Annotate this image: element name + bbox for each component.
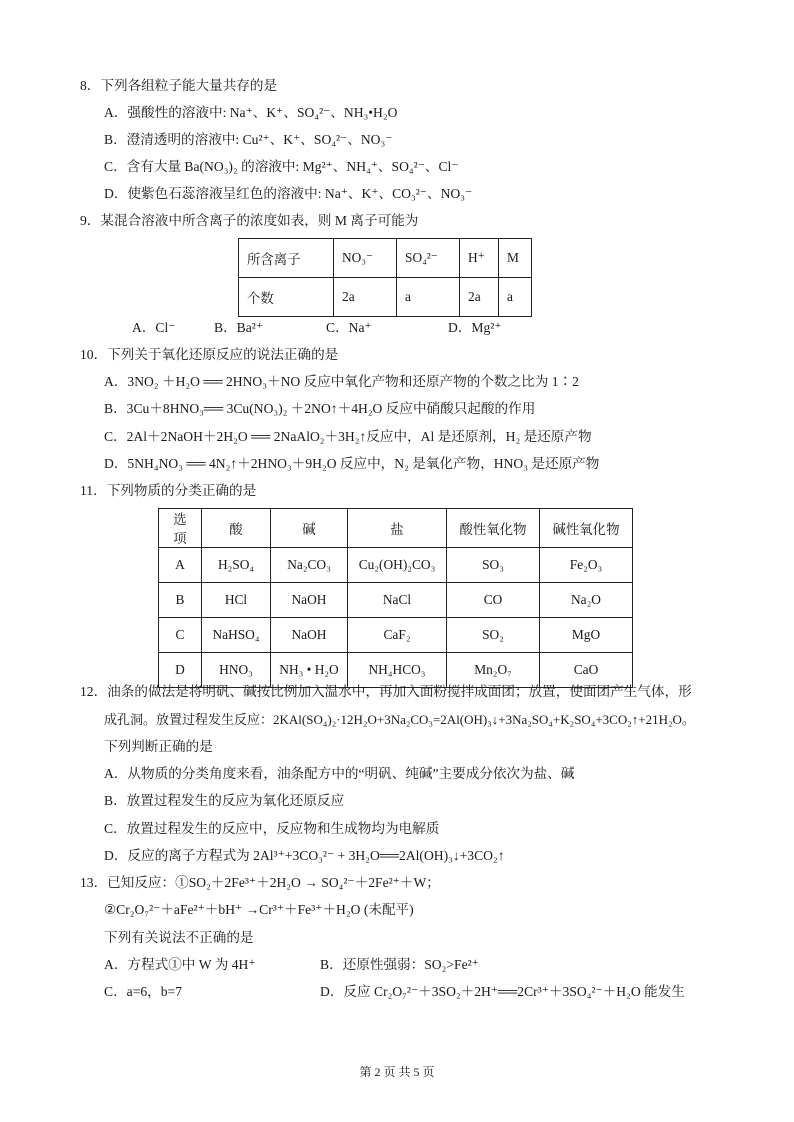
table-cell: Na₂CO₃: [271, 548, 348, 583]
q12-option-b: B．放置过程发生的反应为氧化还原反应: [104, 793, 345, 808]
table-cell: SO₃: [447, 548, 540, 583]
table-header-cell: 酸性氧化物: [447, 509, 540, 548]
table-row: [239, 278, 532, 317]
ion-table: [238, 238, 532, 317]
question-8-stem: 8．下列各组粒子能大量共存的是: [80, 78, 278, 93]
table-cell: H⁺: [460, 239, 499, 278]
q13-option-a: A．方程式①中 W 为 4H⁺: [104, 957, 256, 972]
q9-option-d: D．Mg²⁺: [448, 320, 502, 335]
table-header-row: [159, 509, 633, 548]
table-cell: HCl: [202, 583, 271, 618]
q12-option-d: D．反应的离子方程式为 2Al³⁺+3CO₃²⁻ + 3H₂O══2Al(OH)₃↓+3CO₂↑: [104, 848, 505, 863]
question-10-stem: 10．下列关于氧化还原反应的说法正确的是: [80, 347, 339, 362]
question-12-stem-line2: 成孔洞。放置过程发生反应：2KAl(SO₄)₂·12H₂O+3Na₂CO₃=2Al(OH)₃↓+3Na₂SO₄+K₂SO₄+3CO₂↑+21H₂O。: [104, 712, 695, 727]
table-cell: Cu₂(OH)₂CO₃: [348, 548, 447, 583]
table-header-cell: 碱性氧化物: [540, 509, 633, 548]
q13-option-b: B．还原性强弱：SO₂>Fe²⁺: [320, 957, 479, 972]
table-cell: C: [159, 618, 202, 653]
table-cell: H₂SO₄: [202, 548, 271, 583]
table-cell: CaO: [540, 653, 633, 688]
table-cell: D: [159, 653, 202, 688]
table-row: [159, 583, 633, 618]
q12-option-a: A．从物质的分类角度来看，油条配方中的“明矾、纯碱”主要成分依次为盐、碱: [104, 766, 575, 781]
table-row: [239, 239, 532, 278]
table-cell: NaHSO₄: [202, 618, 271, 653]
table-cell: M: [499, 239, 532, 278]
q8-option-b: B．澄清透明的溶液中: Cu²⁺、K⁺、SO₄²⁻、NO₃⁻: [104, 132, 393, 147]
q10-option-a: A．3NO₂ ＋H₂O ══ 2HNO₃＋NO 反应中氧化产物和还原产物的个数之比为 1∶2: [104, 374, 579, 389]
table-cell: NH₃ • H₂O: [271, 653, 348, 688]
table-cell: MgO: [540, 618, 633, 653]
table-header-cell: 碱: [271, 509, 348, 548]
table-cell: NH₄HCO₃: [348, 653, 447, 688]
question-13-stem-line1: 13．已知反应：①SO₂＋2Fe³⁺＋2H₂O → SO₄²⁻＋2Fe²⁺＋W；: [80, 875, 440, 890]
table-cell: SO₂: [447, 618, 540, 653]
table-cell: a: [499, 278, 532, 317]
q9-option-a: A．Cl⁻: [132, 320, 176, 335]
table-cell: Na₂O: [540, 583, 633, 618]
q10-option-c: C．2Al＋2NaOH＋2H₂O ══ 2NaAlO₂＋3H₂↑反应中，Al 是还原剂，H₂ 是还原产物: [104, 429, 592, 444]
q10-option-b: B．3Cu＋8HNO₃══ 3Cu(NO₃)₂ ＋2NO↑＋4H₂O 反应中硝酸只起酸的作用: [104, 401, 536, 416]
table-cell: NO₃⁻: [334, 239, 397, 278]
question-12-stem-line3: 下列判断正确的是: [104, 739, 213, 754]
table-cell: a: [397, 278, 460, 317]
q13-option-d: D．反应 Cr₂O₇²⁻＋3SO₂＋2H⁺══2Cr³⁺＋3SO₄²⁻＋H₂O 能发生: [320, 984, 685, 999]
table-cell: A: [159, 548, 202, 583]
table-row: [159, 548, 633, 583]
q10-option-d: D．5NH₄NO₃ ══ 4N₂↑＋2HNO₃＋9H₂O 反应中，N₂ 是氧化产物，HNO₃ 是还原产物: [104, 456, 600, 471]
table-cell: SO₄²⁻: [397, 239, 460, 278]
table-cell: NaOH: [271, 583, 348, 618]
table-cell: NaOH: [271, 618, 348, 653]
q9-option-c: C．Na⁺: [326, 320, 372, 335]
q8-option-c: C．含有大量 Ba(NO₃)₂ 的溶液中: Mg²⁺、NH₄⁺、SO₄²⁻、Cl⁻: [104, 159, 459, 174]
table-cell: Fe₂O₃: [540, 548, 633, 583]
table-cell: CO: [447, 583, 540, 618]
table-row: [159, 618, 633, 653]
question-13-stem-line3: 下列有关说法不正确的是: [104, 930, 254, 945]
table-cell: Mn₂O₇: [447, 653, 540, 688]
page-number: 第 2 页 共 5 页: [359, 1065, 435, 1079]
q12-option-c: C．放置过程发生的反应中，反应物和生成物均为电解质: [104, 821, 440, 836]
table-cell: 2a: [334, 278, 397, 317]
table-header-cell: 酸: [202, 509, 271, 548]
table-cell: CaF₂: [348, 618, 447, 653]
table-cell: 2a: [460, 278, 499, 317]
question-13-stem-line2: ②Cr₂O₇²⁻＋aFe²⁺＋bH⁺ →Cr³⁺＋Fe³⁺＋H₂O (未配平): [104, 902, 414, 917]
classification-table: [158, 508, 633, 688]
table-cell: 个数: [239, 278, 334, 317]
question-11-stem: 11．下列物质的分类正确的是: [80, 483, 257, 498]
q8-option-d: D．使紫色石蕊溶液呈红色的溶液中: Na⁺、K⁺、CO₃²⁻、NO₃⁻: [104, 186, 473, 201]
table-cell: B: [159, 583, 202, 618]
q13-option-c: C．a=6，b=7: [104, 984, 183, 999]
q9-option-b: B．Ba²⁺: [214, 320, 264, 335]
table-cell: NaCl: [348, 583, 447, 618]
q8-option-a: A．强酸性的溶液中: Na⁺、K⁺、SO₄²⁻、NH₃•H₂O: [104, 105, 398, 120]
table-cell: HNO₃: [202, 653, 271, 688]
table-header-cell: 盐: [348, 509, 447, 548]
question-12-stem-line1: 12．油条的做法是将明矾、碱按比例加入温水中，再加入面粉搅拌成面团；放置，使面团产生气体，形: [80, 684, 692, 699]
table-cell: 所含离子: [239, 239, 334, 278]
question-9-stem: 9．某混合溶液中所含离子的浓度如表，则 M 离子可能为: [80, 213, 419, 228]
table-header-cell: 选项: [159, 509, 202, 548]
